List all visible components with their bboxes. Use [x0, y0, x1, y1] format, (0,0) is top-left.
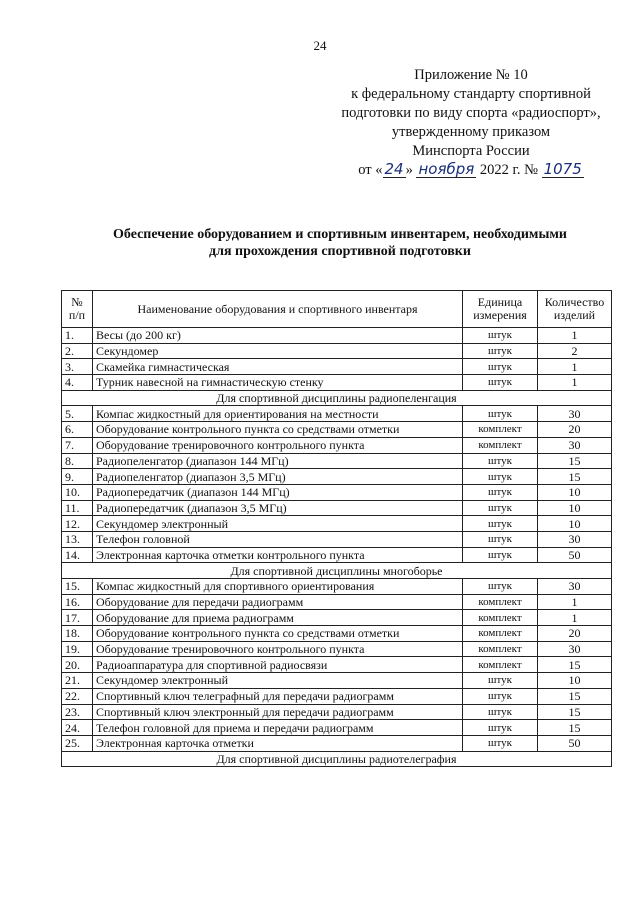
cell-num: 13. — [62, 531, 93, 547]
cell-qty: 15 — [538, 704, 612, 720]
cell-name: Оборудование тренировочного контрольного пункта — [93, 437, 463, 453]
cell-num: 15. — [62, 579, 93, 595]
cell-name: Секундомер электронный — [93, 516, 463, 532]
table-row — [62, 720, 612, 736]
cell-qty: 10 — [538, 484, 612, 500]
table-row — [62, 657, 612, 673]
table-row — [62, 453, 612, 469]
cell-name: Электронная карточка отметки — [93, 735, 463, 751]
cell-num: 7. — [62, 437, 93, 453]
cell-num: 20. — [62, 657, 93, 673]
cell-unit: комплект — [463, 422, 538, 438]
cell-num: 19. — [62, 641, 93, 657]
cell-qty: 10 — [538, 516, 612, 532]
cell-num: 11. — [62, 500, 93, 516]
handwritten-order-number: 1075 — [543, 160, 582, 178]
cell-num: 12. — [62, 516, 93, 532]
cell-qty: 30 — [538, 531, 612, 547]
cell-unit: комплект — [463, 610, 538, 626]
cell-qty: 1 — [538, 375, 612, 391]
cell-num: 24. — [62, 720, 93, 736]
page-number: 24 — [313, 38, 327, 53]
cell-qty: 20 — [538, 626, 612, 642]
date-close: » — [405, 162, 413, 178]
table-row — [62, 359, 612, 375]
appendix-line-2: к федеральному стандарту спортивной — [351, 86, 591, 102]
cell-num: 4. — [62, 375, 93, 391]
cell-num: 21. — [62, 673, 93, 689]
cell-num: 18. — [62, 626, 93, 642]
cell-qty: 30 — [538, 641, 612, 657]
cell-qty: 1 — [538, 594, 612, 610]
cell-unit: штук — [463, 704, 538, 720]
order-date-line — [330, 161, 612, 180]
table-row — [62, 516, 612, 532]
cell-name: Скамейка гимнастическая — [93, 359, 463, 375]
cell-num: 5. — [62, 406, 93, 422]
document-title — [60, 226, 620, 260]
cell-qty: 30 — [538, 579, 612, 595]
cell-num: 3. — [62, 359, 93, 375]
table-row — [62, 343, 612, 359]
date-prefix: от « — [358, 162, 383, 178]
title-line-1: Обеспечение оборудованием и спортивным инвентарем, необходимыми — [113, 227, 567, 242]
cell-unit: штук — [463, 484, 538, 500]
cell-name: Телефон головной — [93, 531, 463, 547]
cell-unit: комплект — [463, 657, 538, 673]
cell-num: 23. — [62, 704, 93, 720]
cell-name: Радиопеленгатор (диапазон 3,5 МГц) — [93, 469, 463, 485]
cell-name: Компас жидкостный для спортивного ориентирования — [93, 579, 463, 595]
table-row — [62, 531, 612, 547]
table-header-row — [62, 291, 612, 328]
table-row — [62, 422, 612, 438]
handwritten-month: ноября — [418, 160, 475, 178]
cell-qty: 1 — [538, 610, 612, 626]
cell-num: 10. — [62, 484, 93, 500]
cell-name: Радиоаппаратура для спортивной радиосвязи — [93, 657, 463, 673]
cell-unit: штук — [463, 359, 538, 375]
cell-qty: 15 — [538, 688, 612, 704]
cell-qty: 15 — [538, 657, 612, 673]
cell-qty: 1 — [538, 359, 612, 375]
cell-name: Секундомер — [93, 343, 463, 359]
table-row — [62, 547, 612, 563]
cell-unit: штук — [463, 720, 538, 736]
cell-name: Весы (до 200 кг) — [93, 328, 463, 344]
cell-qty: 20 — [538, 422, 612, 438]
cell-name: Радиопеленгатор (диапазон 144 МГц) — [93, 453, 463, 469]
table-row — [62, 469, 612, 485]
section-row — [62, 390, 612, 406]
appendix-line-5: Минспорта России — [412, 143, 530, 159]
cell-qty: 30 — [538, 406, 612, 422]
section-title: Для спортивной дисциплины многоборье — [62, 563, 612, 579]
table-row — [62, 641, 612, 657]
cell-unit: штук — [463, 343, 538, 359]
cell-unit: штук — [463, 406, 538, 422]
cell-unit: штук — [463, 469, 538, 485]
header-name: Наименование оборудования и спортивного инвентаря — [93, 291, 463, 328]
header-unit: Единица измерения — [463, 291, 538, 328]
cell-unit: комплект — [463, 641, 538, 657]
cell-name: Радиопередатчик (диапазон 3,5 МГц) — [93, 500, 463, 516]
table-row — [62, 406, 612, 422]
cell-name: Оборудование контрольного пункта со средствами отметки — [93, 422, 463, 438]
cell-qty: 15 — [538, 453, 612, 469]
cell-unit: штук — [463, 579, 538, 595]
cell-qty: 10 — [538, 673, 612, 689]
cell-unit: штук — [463, 453, 538, 469]
cell-qty: 50 — [538, 735, 612, 751]
cell-num: 16. — [62, 594, 93, 610]
cell-qty: 15 — [538, 469, 612, 485]
cell-name: Секундомер электронный — [93, 673, 463, 689]
cell-qty: 50 — [538, 547, 612, 563]
handwritten-day: 24 — [384, 160, 404, 178]
cell-unit: штук — [463, 735, 538, 751]
section-title: Для спортивной дисциплины радиопеленгация — [62, 390, 612, 406]
year-text: 2022 г. № — [479, 162, 538, 178]
table-row — [62, 375, 612, 391]
cell-name: Оборудование тренировочного контрольного пункта — [93, 641, 463, 657]
cell-name: Электронная карточка отметки контрольного пункта — [93, 547, 463, 563]
cell-qty: 15 — [538, 720, 612, 736]
table-row — [62, 579, 612, 595]
cell-qty: 10 — [538, 500, 612, 516]
appendix-line-3: подготовки по виду спорта «радиоспорт», — [341, 105, 601, 121]
cell-num: 1. — [62, 328, 93, 344]
table-row — [62, 688, 612, 704]
section-row — [62, 563, 612, 579]
cell-num: 2. — [62, 343, 93, 359]
cell-name: Оборудование контрольного пункта со средствами отметки — [93, 626, 463, 642]
cell-qty: 2 — [538, 343, 612, 359]
appendix-block — [330, 66, 612, 180]
cell-num: 22. — [62, 688, 93, 704]
table-row — [62, 673, 612, 689]
cell-name: Турник навесной на гимнастическую стенку — [93, 375, 463, 391]
cell-num: 17. — [62, 610, 93, 626]
cell-name: Оборудование для приема радиограмм — [93, 610, 463, 626]
header-qty: Количество изделий — [538, 291, 612, 328]
cell-name: Спортивный ключ электронный для передачи радиограмм — [93, 704, 463, 720]
table-row — [62, 437, 612, 453]
appendix-line-4: утвержденному приказом — [391, 124, 551, 140]
cell-name: Телефон головной для приема и передачи радиограмм — [93, 720, 463, 736]
cell-num: 14. — [62, 547, 93, 563]
cell-num: 25. — [62, 735, 93, 751]
title-line-2: для прохождения спортивной подготовки — [209, 244, 471, 259]
table-row — [62, 610, 612, 626]
table-row — [62, 484, 612, 500]
cell-unit: штук — [463, 673, 538, 689]
cell-name: Радиопередатчик (диапазон 144 МГц) — [93, 484, 463, 500]
cell-name: Оборудование для передачи радиограмм — [93, 594, 463, 610]
cell-unit: штук — [463, 328, 538, 344]
cell-num: 9. — [62, 469, 93, 485]
header-num: № п/п — [62, 291, 93, 328]
table-row — [62, 328, 612, 344]
cell-name: Спортивный ключ телеграфный для передачи радиограмм — [93, 688, 463, 704]
table-row — [62, 704, 612, 720]
cell-unit: штук — [463, 500, 538, 516]
cell-unit: комплект — [463, 626, 538, 642]
cell-num: 6. — [62, 422, 93, 438]
cell-num: 8. — [62, 453, 93, 469]
table-row — [62, 735, 612, 751]
cell-qty: 1 — [538, 328, 612, 344]
section-title: Для спортивной дисциплины радиотелеграфия — [62, 751, 612, 767]
cell-unit: штук — [463, 547, 538, 563]
cell-unit: штук — [463, 375, 538, 391]
cell-qty: 30 — [538, 437, 612, 453]
cell-unit: штук — [463, 688, 538, 704]
cell-unit: комплект — [463, 594, 538, 610]
table-row — [62, 626, 612, 642]
cell-unit: штук — [463, 531, 538, 547]
table-row — [62, 594, 612, 610]
cell-unit: штук — [463, 516, 538, 532]
equipment-table — [61, 290, 612, 767]
table-row — [62, 500, 612, 516]
appendix-line-1: Приложение № 10 — [414, 67, 528, 83]
section-row — [62, 751, 612, 767]
cell-unit: комплект — [463, 437, 538, 453]
cell-name: Компас жидкостный для ориентирования на местности — [93, 406, 463, 422]
